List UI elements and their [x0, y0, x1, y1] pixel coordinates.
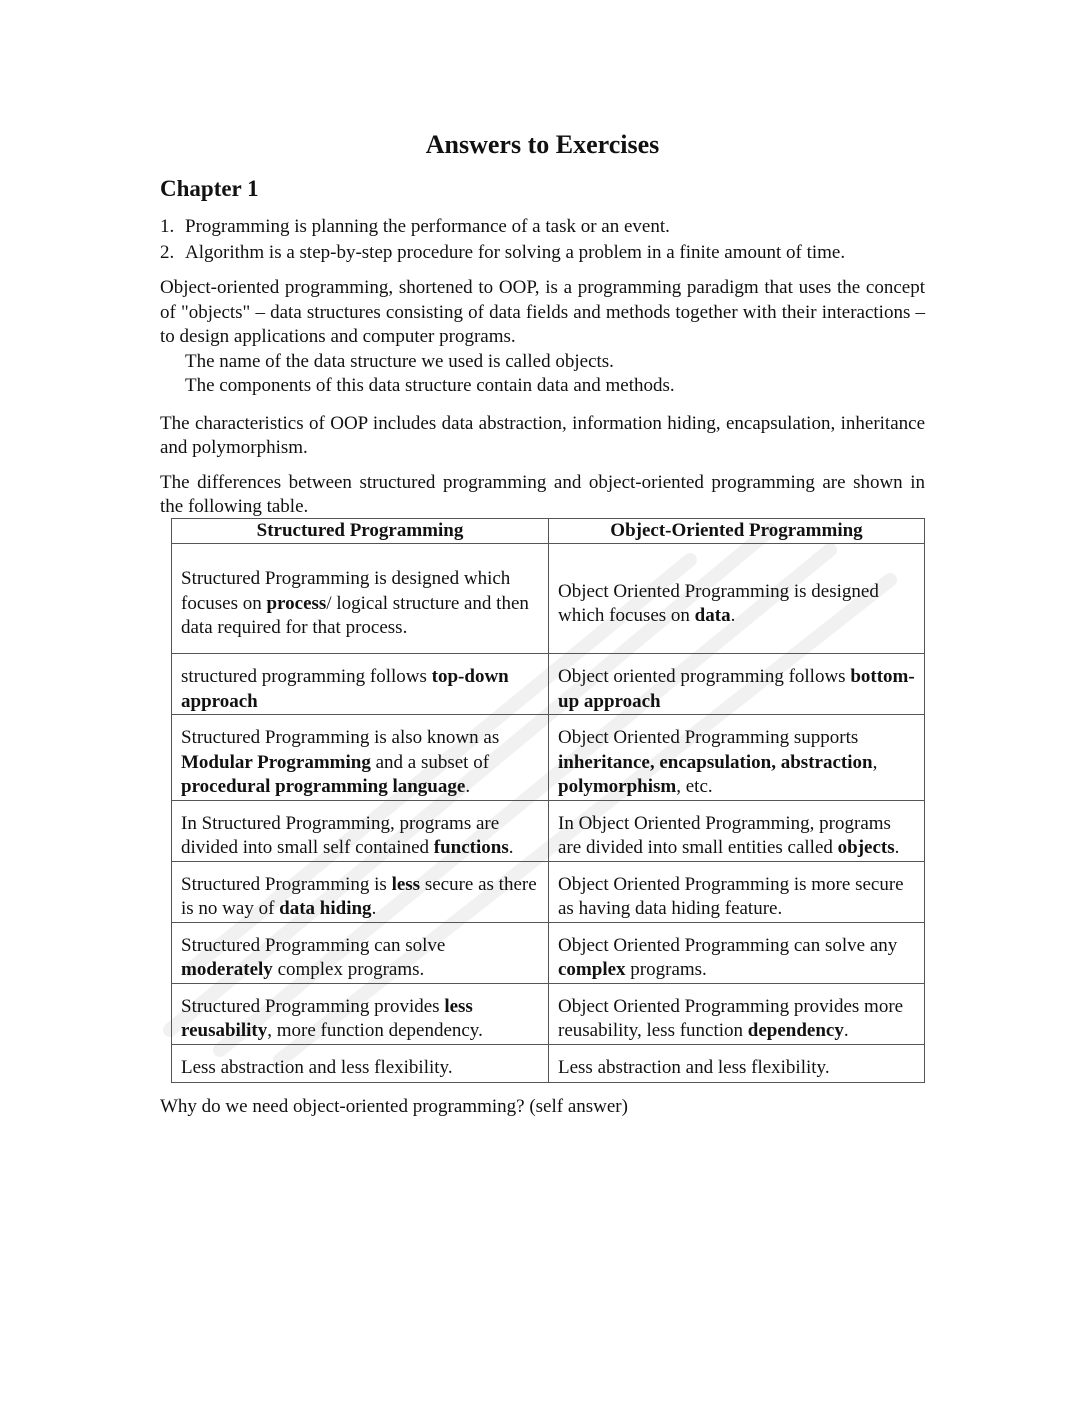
oop-components-line: The components of this data structure contain data and methods.: [185, 375, 675, 396]
cell-text: complex programs.: [272, 959, 425, 980]
cell-text: Structured Programming provides: [181, 995, 445, 1017]
cell-text: Less abstraction and less flexibility.: [181, 1056, 453, 1078]
table-row: [172, 544, 925, 654]
object-oriented-cell: [549, 1044, 925, 1083]
cell-text: Structured Programming is: [181, 873, 392, 895]
differences-intro-paragraph: The differences between structured programming and object-oriented programming are shown in the following table.: [160, 471, 925, 517]
structured-cell: [172, 654, 549, 715]
answer-number: 2.: [160, 242, 175, 263]
bold-term: objects: [837, 837, 895, 858]
cell-text: / logical structure and then data required for that process.: [181, 592, 529, 639]
object-oriented-cell: [549, 800, 925, 861]
cell-text: Less abstraction and less flexibility.: [558, 1056, 830, 1078]
structured-cell: [172, 1044, 549, 1083]
structured-cell: [172, 983, 549, 1044]
bold-term: process: [266, 592, 327, 614]
oop-objects-line: The name of the data structure we used is called objects.: [185, 350, 614, 372]
bold-term: procedural programming language: [181, 776, 466, 797]
bold-term: dependency: [747, 1020, 844, 1041]
structured-cell: [172, 861, 549, 922]
cell-text: .: [730, 605, 736, 626]
cell-text: and a subset of: [370, 751, 490, 773]
answer-number: 1.: [160, 216, 175, 237]
answer-item: [160, 240, 925, 266]
cell-text: In Structured Programming, programs are divided into small self contained: [181, 812, 500, 858]
chapter-heading: Chapter 1: [160, 176, 259, 201]
cell-text: Object oriented programming follows: [558, 666, 851, 687]
answer-text: Algorithm is a step-by-step procedure for solving a problem in a finite amount of time.: [185, 242, 846, 263]
cell-text: In Object Oriented Programming, programs are divided into small entities called: [558, 812, 891, 858]
structured-cell: [172, 922, 549, 983]
table-row: [172, 654, 925, 715]
structured-cell: [172, 715, 549, 801]
bold-term: moderately: [181, 959, 273, 980]
document-title: Answers to Exercises: [425, 130, 660, 159]
cell-text: .: [465, 776, 471, 797]
cell-text: structured programming follows: [181, 666, 432, 687]
closing-question: Why do we need object-oriented programming? (self answer): [160, 1096, 628, 1117]
object-oriented-cell: [549, 544, 925, 654]
header-object-oriented: Object-Oriented Programming: [549, 518, 925, 544]
structured-cell: [172, 544, 549, 654]
bold-term: Modular Programming: [181, 751, 371, 773]
structured-cell: [172, 800, 549, 861]
cell-text: ,: [872, 751, 878, 773]
bold-term: less: [391, 873, 421, 895]
table-row: [172, 983, 925, 1044]
bold-term: inheritance, encapsulation, abstraction: [558, 751, 873, 773]
table-body: [172, 544, 925, 1083]
cell-text: , etc.: [676, 776, 713, 797]
cell-text: Object Oriented Programming is more secure as having data hiding feature.: [558, 873, 904, 919]
cell-text: Structured Programming can solve: [181, 934, 446, 956]
cell-text: Object Oriented Programming provides more reusability, less function: [558, 995, 904, 1041]
header-structured: Structured Programming: [172, 518, 549, 544]
object-oriented-cell: [549, 715, 925, 801]
cell-text: , more function dependency.: [267, 1020, 483, 1041]
cell-text: Object Oriented Programming is designed which focuses on: [558, 580, 879, 626]
object-oriented-cell: [549, 922, 925, 983]
bold-term: top-down approach: [181, 666, 509, 712]
cell-text: Object Oriented Programming can solve any: [558, 934, 898, 956]
object-oriented-cell: [549, 654, 925, 715]
cell-text: Object Oriented Programming supports: [558, 727, 859, 748]
table-header-row: [172, 518, 925, 544]
cell-text: Structured Programming is also known as: [181, 727, 500, 748]
table-row: [172, 922, 925, 983]
oop-definition-paragraph: Object-oriented programming, shortened to OOP, is a programming paradigm that uses the concept of "objects" – data structures consisting of data fields and methods together with their interactions – to design applications and computer programs.: [160, 277, 925, 347]
table-row: [172, 861, 925, 922]
document-body: [160, 128, 925, 1120]
answer-item: [160, 214, 925, 240]
table-row: [172, 715, 925, 801]
comparison-table: [171, 518, 925, 1084]
bold-term: complex: [558, 959, 626, 980]
bold-term: data: [694, 605, 731, 626]
cell-text: programs.: [625, 959, 707, 980]
cell-text: Structured Programming is designed which focuses on: [181, 568, 511, 614]
table-row: [172, 800, 925, 861]
cell-text: .: [894, 837, 900, 858]
object-oriented-cell: [549, 861, 925, 922]
bold-term: functions: [433, 837, 509, 858]
cell-text: .: [843, 1020, 849, 1041]
characteristics-paragraph: The characteristics of OOP includes data abstraction, information hiding, encapsulation, inheritance and polymorphism.: [160, 412, 925, 458]
bold-term: less reusability: [181, 995, 473, 1041]
cell-text: .: [508, 837, 514, 858]
bold-term: polymorphism: [558, 776, 677, 797]
bold-term: data hiding: [279, 898, 372, 919]
cell-text: .: [371, 898, 377, 919]
answer-text: Programming is planning the performance of a task or an event.: [185, 216, 670, 237]
bold-term: bottom-up approach: [558, 666, 915, 712]
object-oriented-cell: [549, 983, 925, 1044]
table-row: [172, 1044, 925, 1083]
answer-list: [160, 214, 925, 266]
cell-text: secure as there is no way of: [181, 873, 537, 919]
